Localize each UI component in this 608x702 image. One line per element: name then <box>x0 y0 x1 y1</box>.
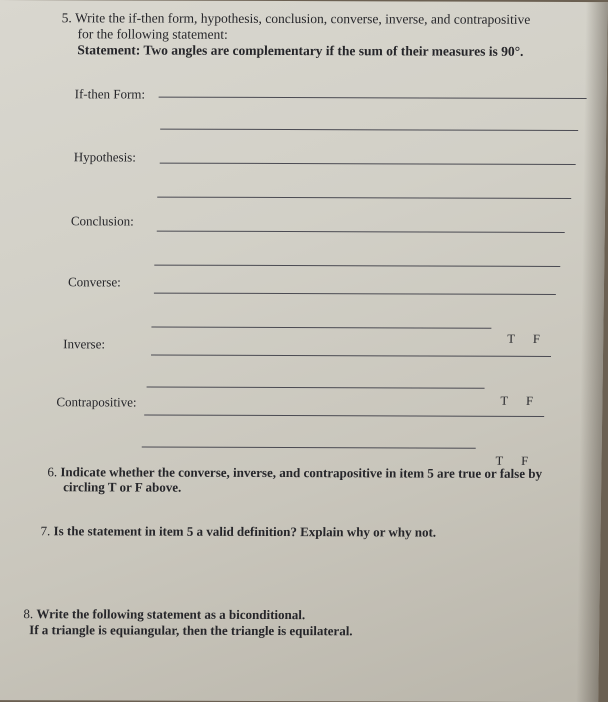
item-7-text: Is the statement in item 5 a valid definition? Explain why or why not. <box>53 523 437 540</box>
contrapositive-answer-line-1[interactable] <box>144 415 544 417</box>
item-6-line-1: Indicate whether the converse, inverse, and contrapositive in item 5 are true or false by <box>60 464 543 481</box>
conclusion-answer-line-2[interactable] <box>154 265 560 267</box>
hypothesis-answer-line-1[interactable] <box>160 163 576 165</box>
contrapositive-label: Contrapositive: <box>56 394 137 410</box>
converse-label: Converse: <box>67 274 121 290</box>
statement-text: Two angles are complementary if the sum of their measures is 90°. <box>143 42 524 60</box>
contrapositive-true-option[interactable]: T <box>495 453 504 468</box>
item-8 <box>23 606 305 623</box>
converse-true-false <box>507 332 558 347</box>
hypothesis-label: Hypothesis: <box>73 149 137 165</box>
inverse-answer-line-2[interactable] <box>147 387 485 389</box>
item-7-number: 7. <box>40 523 51 539</box>
inverse-true-option[interactable]: T <box>500 393 509 408</box>
item-7 <box>40 523 436 540</box>
item-6-number: 6. <box>47 464 58 480</box>
statement-label: Statement: <box>77 42 141 58</box>
conclusion-label: Conclusion: <box>70 213 134 229</box>
if-then-label: If-then Form: <box>74 86 146 102</box>
item-5-prompt-line-1: Write the if-then form, hypothesis, conclusion, converse, inverse, and contrapositive <box>74 10 531 27</box>
item-8-line-2: If a triangle is equiangular, then the triangle is equilateral. <box>29 622 353 639</box>
if-then-answer-line-1[interactable] <box>159 97 587 99</box>
contrapositive-answer-line-2[interactable] <box>142 447 476 449</box>
converse-true-option[interactable]: T <box>507 331 515 346</box>
if-then-answer-line-2[interactable] <box>160 129 578 131</box>
conclusion-answer-line-1[interactable] <box>157 231 565 233</box>
inverse-answer-line-1[interactable] <box>151 355 551 357</box>
item-8-line-1: Write the following statement as a biconditional. <box>36 606 306 623</box>
converse-false-option[interactable]: F <box>532 331 540 346</box>
converse-answer-line-2[interactable] <box>151 327 491 329</box>
item-5-number: 5. <box>61 10 72 26</box>
page-edge-shadow <box>576 2 608 702</box>
item-8-number: 8. <box>23 606 34 622</box>
contrapositive-false-option[interactable]: F <box>521 453 529 468</box>
converse-answer-line-1[interactable] <box>154 293 556 295</box>
item-5-prompt-line-2: for the following statement: <box>77 26 228 42</box>
inverse-false-option[interactable]: F <box>525 393 534 408</box>
inverse-label: Inverse: <box>63 336 106 352</box>
hypothesis-answer-line-2[interactable] <box>157 197 571 199</box>
item-5 <box>61 10 530 60</box>
inverse-true-false <box>500 394 551 409</box>
item-5-statement <box>61 43 530 61</box>
item-6-line-2: circling T or F above. <box>63 479 182 495</box>
